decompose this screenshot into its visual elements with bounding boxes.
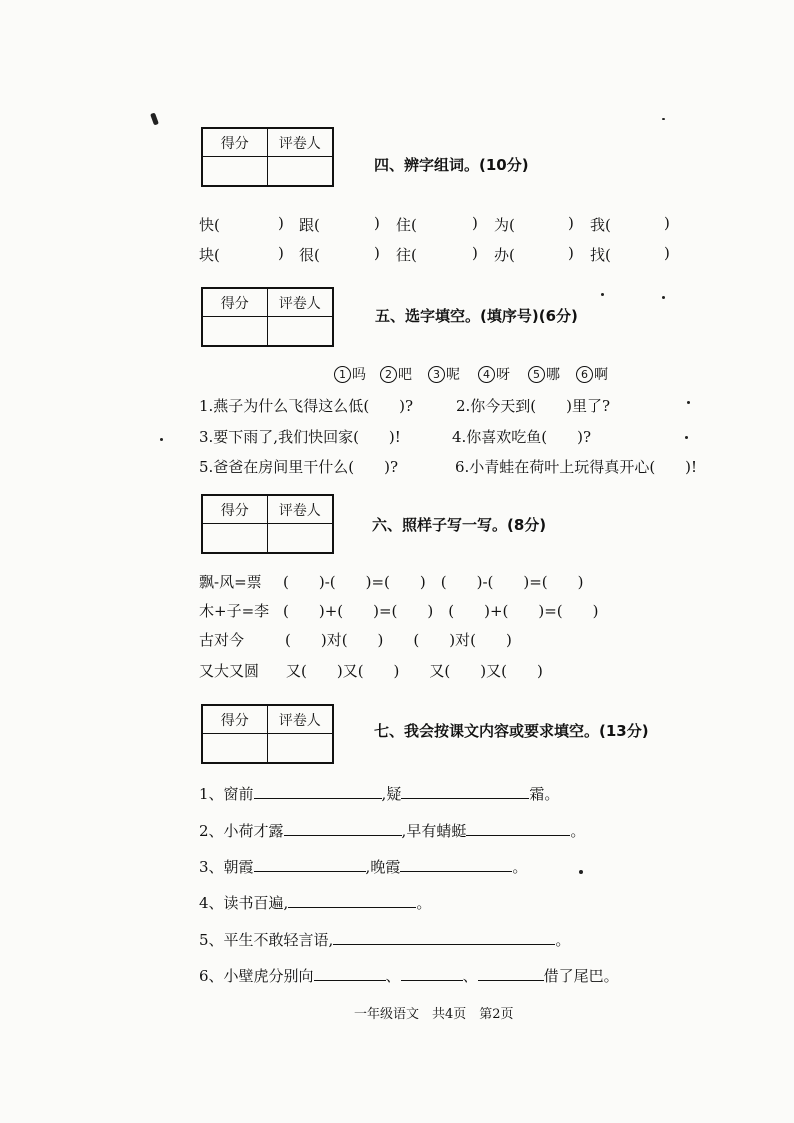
scan-dot	[601, 293, 604, 296]
scan-dot	[687, 401, 690, 404]
scan-dot	[160, 438, 163, 441]
option-number: 3	[428, 366, 445, 383]
option-1	[334, 364, 366, 384]
score-box	[201, 287, 334, 347]
closing-paren: )	[472, 214, 478, 232]
answer-blank[interactable]	[401, 966, 463, 981]
closing-paren: )	[374, 244, 380, 262]
option-number: 1	[334, 366, 351, 383]
fill-text: 、	[385, 967, 401, 985]
section5-heading: 五、选字填空。(填序号)(6分)	[375, 307, 578, 325]
answer-row-3: ( )对( ) ( )对( )	[285, 631, 512, 649]
word-pair: 块(	[199, 246, 220, 264]
grader-label: 评卷人	[268, 289, 333, 317]
fill-text: 2、小荷才露	[199, 822, 284, 840]
answer-blank[interactable]	[254, 784, 382, 799]
option-char: 呢	[446, 367, 460, 383]
example-4: 又大又圆	[199, 662, 260, 680]
fill-text: 借了尾巴。	[543, 967, 619, 985]
fill-text: 霜。	[529, 785, 560, 803]
score-box	[201, 127, 334, 187]
option-char: 哪	[546, 367, 560, 383]
option-number: 4	[478, 366, 495, 383]
option-4	[478, 364, 510, 384]
scan-dot	[579, 870, 583, 874]
grader-label: 评卷人	[268, 496, 333, 524]
closing-paren: )	[278, 244, 284, 262]
score-label: 得分	[203, 129, 268, 157]
word-pair: 快(	[199, 216, 220, 234]
score-box	[201, 704, 334, 764]
word-pair: 找(	[590, 246, 611, 264]
option-6	[576, 364, 608, 384]
score-label: 得分	[203, 496, 268, 524]
closing-paren: )	[472, 244, 478, 262]
answer-row-2: ( )+( )=( ) ( )+( )=( )	[283, 602, 599, 620]
closing-paren: )	[664, 214, 670, 232]
answer-blank[interactable]	[478, 966, 544, 981]
fill-line-1	[199, 783, 559, 804]
fill-text: ,晚霞	[365, 858, 401, 876]
answer-blank[interactable]	[466, 821, 570, 836]
closing-paren: )	[374, 214, 380, 232]
fill-text: ,早有蜻蜓	[401, 822, 467, 840]
fill-text: 。	[416, 894, 432, 912]
option-char: 吗	[352, 367, 366, 383]
word-pair: 为(	[494, 216, 515, 234]
fill-line-3	[199, 856, 527, 877]
score-cell[interactable]	[203, 157, 268, 185]
scan-mark	[150, 113, 159, 126]
option-char: 吧	[398, 367, 412, 383]
grader-cell[interactable]	[268, 317, 333, 345]
closing-paren: )	[664, 244, 670, 262]
closing-paren: )	[568, 244, 574, 262]
fill-text: 5、平生不敢轻言语,	[199, 931, 334, 949]
grader-label: 评卷人	[268, 129, 333, 157]
closing-paren: )	[278, 214, 284, 232]
option-2	[380, 364, 412, 384]
word-pair: 我(	[590, 216, 611, 234]
option-5	[528, 364, 560, 384]
section6-heading: 六、照样子写一写。(8分)	[372, 516, 547, 534]
option-number: 6	[576, 366, 593, 383]
answer-blank[interactable]	[401, 784, 529, 799]
question-1: 1.燕子为什么飞得这么低( )?	[199, 397, 414, 415]
fill-text: 3、朝霞	[199, 858, 254, 876]
section7-heading: 七、我会按课文内容或要求填空。(13分)	[374, 722, 649, 740]
fill-line-6	[199, 965, 619, 986]
question-2: 2.你今天到( )里了?	[456, 397, 611, 415]
scan-dot	[662, 296, 665, 299]
grader-cell[interactable]	[268, 157, 333, 185]
fill-text: 、	[462, 967, 478, 985]
answer-blank[interactable]	[314, 966, 386, 981]
fill-text: 6、小壁虎分别向	[199, 967, 314, 985]
question-3: 3.要下雨了,我们快回家( )!	[199, 428, 401, 446]
option-char: 啊	[594, 367, 608, 383]
option-number: 2	[380, 366, 397, 383]
option-number: 5	[528, 366, 545, 383]
answer-row-1: ( )-( )=( ) ( )-( )=( )	[283, 573, 584, 591]
fill-text: ,疑	[381, 785, 402, 803]
score-label: 得分	[203, 706, 268, 734]
answer-blank[interactable]	[400, 857, 512, 872]
score-label: 得分	[203, 289, 268, 317]
grader-cell[interactable]	[268, 524, 333, 552]
scan-dot	[662, 118, 665, 120]
example-3: 古对今	[199, 631, 245, 649]
fill-text: 。	[555, 931, 571, 949]
word-pair: 住(	[396, 216, 417, 234]
answer-blank[interactable]	[333, 930, 555, 945]
fill-line-4	[199, 892, 431, 913]
option-char: 呀	[496, 367, 510, 383]
section4-heading: 四、辨字组词。(10分)	[374, 156, 529, 174]
word-pair: 办(	[494, 246, 515, 264]
question-5: 5.爸爸在房间里干什么( )?	[199, 458, 399, 476]
grader-label: 评卷人	[268, 706, 333, 734]
example-1: 飘-风=票	[199, 573, 262, 591]
scan-dot	[685, 436, 688, 439]
option-3	[428, 364, 460, 384]
example-2: 木+子=李	[199, 602, 270, 620]
word-pair: 跟(	[299, 216, 320, 234]
fill-text: 。	[512, 858, 528, 876]
answer-blank[interactable]	[288, 893, 416, 908]
page-footer: 一年级语文 共4页 第2页	[354, 1007, 514, 1022]
grader-cell[interactable]	[268, 734, 333, 762]
fill-text: 4、读书百遍,	[199, 894, 289, 912]
score-box	[201, 494, 334, 554]
closing-paren: )	[568, 214, 574, 232]
fill-line-2	[199, 820, 585, 841]
word-pair: 往(	[396, 246, 417, 264]
question-6: 6.小青蛙在荷叶上玩得真开心( )!	[455, 458, 698, 476]
score-cell[interactable]	[203, 317, 268, 345]
word-pair: 很(	[299, 246, 320, 264]
fill-text: 1、窗前	[199, 785, 254, 803]
question-4: 4.你喜欢吃鱼( )?	[452, 428, 592, 446]
answer-blank[interactable]	[284, 821, 402, 836]
score-cell[interactable]	[203, 734, 268, 762]
fill-line-5	[199, 929, 570, 950]
score-cell[interactable]	[203, 524, 268, 552]
answer-blank[interactable]	[254, 857, 366, 872]
answer-row-4: 又( )又( ) 又( )又( )	[286, 662, 543, 680]
fill-text: 。	[570, 822, 586, 840]
